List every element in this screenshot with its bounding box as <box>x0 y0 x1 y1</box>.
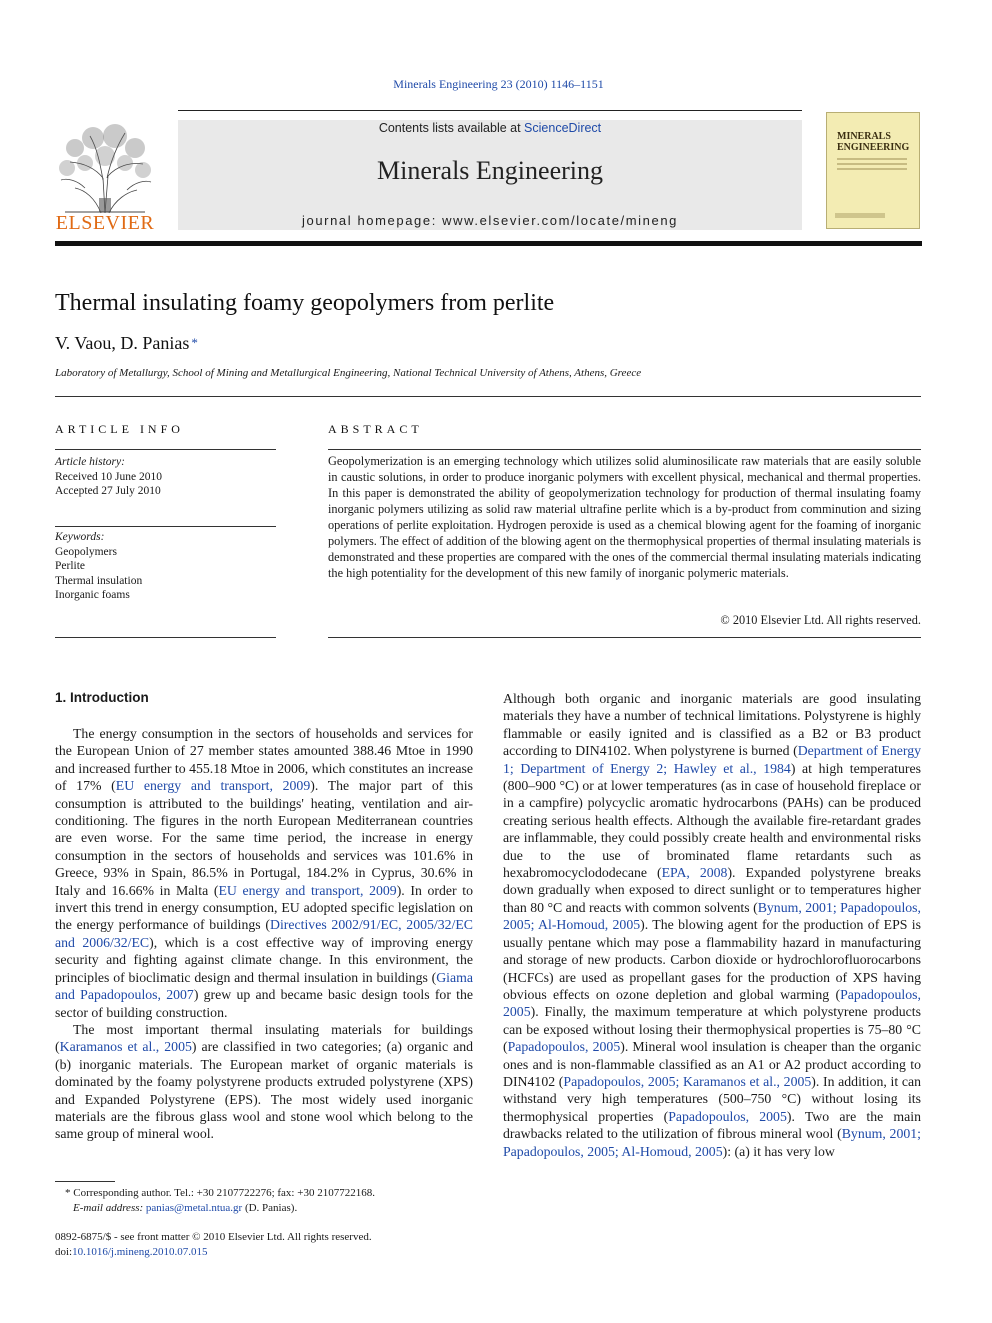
sciencedirect-link[interactable]: ScienceDirect <box>524 121 602 135</box>
cover-title: MINERALS ENGINEERING <box>837 131 910 153</box>
body-column-left <box>55 725 473 1143</box>
intro-paragraph-2 <box>55 1021 473 1143</box>
accepted-date: Accepted 27 July 2010 <box>55 485 161 497</box>
email-suffix: (D. Panias). <box>242 1201 298 1214</box>
corresponding-author-note: * Corresponding author. Tel.: +30 2107722276; fax: +30 2107722168. <box>65 1187 375 1199</box>
authors <box>55 333 198 354</box>
keyword-item: Thermal insulation <box>55 574 143 587</box>
abstract-rule-bottom <box>328 637 921 638</box>
body-text: ). Finally, the maximum temperature at which polystyrene products can be exposed without losing their thermophysical properties is 75–80 °C ( <box>503 1004 921 1055</box>
footnote <box>55 1186 473 1215</box>
intro-paragraph-3 <box>503 690 921 1160</box>
doi-prefix: doi: <box>55 1245 73 1258</box>
header-top-rule <box>178 110 802 111</box>
cover-text-lines <box>837 158 907 173</box>
body-text: ). Mineral wool insulation is cheaper than the organic ones and is non-flammable classified as an A1 or A2 product according to DIN4102 ( <box>503 1039 921 1089</box>
body-text: ) at high temperatures (800–900 °C) or at lower temperatures (as in case of household fireplace or in a campfire) polycyclic aromatic hydrocarbons (PAHs) can be produced creating serious health effects. Although the available fire-retardant grades are inflammable, they could possibly create health and environmental risks due to the use of brominated flame retardants such as hexabromocyclododecane ( <box>503 760 921 881</box>
body-text: ): (a) it has very low <box>722 1143 835 1159</box>
citation-link[interactable]: Directives 2002/91/EC, 2005/32/EC and 2006/32/EC <box>55 917 473 950</box>
keywords-label: Keywords: <box>55 531 105 543</box>
history-label: Article history: <box>55 456 125 468</box>
citation-link[interactable]: Papadopoulos, 2005 <box>503 986 921 1020</box>
body-text: ). The major part of this consumption is attributed to the buildings' heating, ventilation and air-conditioning. The figures in the north European Mediterranean countries are even worse. For the same time period, the increase in energy consumption in the sectors of households and services was 101.6% in Greece, 93% in Spain, 86.5% in Portugal, 184.2% in Cyprus, 30.6% in Italy and 16.66% in Malta ( <box>55 778 473 898</box>
keyword-item: Perlite <box>55 560 86 572</box>
body-text: ). In order to invert this trend in energy consumption, EU adopted specific legislation on the energy performance of buildings ( <box>55 882 473 933</box>
keywords <box>55 530 142 603</box>
citation-link[interactable]: EPA, 2008 <box>661 865 728 881</box>
article-history <box>55 455 162 499</box>
corresponding-author-marker[interactable]: * <box>191 335 198 350</box>
citation-link[interactable]: Department of Energy 1; Department of Energy 2; Hawley et al., 1984 <box>503 743 921 776</box>
body-text: ) grew up and became basic design tools for the sector of building construction. <box>55 987 473 1020</box>
body-text: ) are classified in two categories; (a) organic and (b) inorganic materials. The European market of organic materials is dominated by the foamy polystyrene products extruded polystyrene (XPS) and Expanded Polystyrene (EPS). The most widely used inorganic materials are the fibrous glass wool and stone wool which belong to the same group of mineral wool. <box>55 1039 473 1142</box>
footnote-rule <box>55 1181 115 1182</box>
abstract-heading: ABSTRACT <box>328 422 423 436</box>
contents-prefix: Contents lists available at <box>378 121 525 135</box>
citation-link[interactable]: Papadopoulos, 2005; Karamanos et al., 2005 <box>563 1073 812 1089</box>
citation-link[interactable]: EU energy and transport, 2009 <box>115 778 311 794</box>
body-text: The energy consumption in the sectors of households and services for the European Union of 27 member states amounted 388.46 Mtoe in 1990 and increased further to 455.18 Mtoe in 2006, which constitutes an increase of 17% ( <box>55 726 474 794</box>
doi-link[interactable]: 10.1016/j.mineng.2010.07.015 <box>72 1245 208 1258</box>
author-names: V. Vaou, D. Panias <box>55 333 190 353</box>
citation-link[interactable]: Karamanos et al., 2005 <box>59 1039 192 1055</box>
citation-link[interactable]: Bynum, 2001; Papadopoulos, 2005; Al-Homoud, 2005 <box>503 899 921 933</box>
issn-line: 0892-6875/$ - see front matter © 2010 Elsevier Ltd. All rights reserved. <box>55 1231 372 1243</box>
article-info-rule-top <box>55 449 276 450</box>
introduction-heading: 1. Introduction <box>55 690 149 705</box>
journal-homepage[interactable]: journal homepage: www.elsevier.com/locate/mineng <box>302 213 678 228</box>
article-info-rule-mid <box>55 526 276 527</box>
doi-line <box>55 1245 473 1260</box>
elsevier-wordmark: ELSEVIER <box>55 212 155 234</box>
citation-link[interactable]: Papadopoulos, 2005 <box>507 1039 621 1055</box>
body-text: ). Expanded polystyrene breaks down gradually when exposed to direct sunlight or to temperatures higher than 80 °C and reacts with common solvents ( <box>503 865 922 915</box>
citation-link[interactable]: Giama and Papadopoulos, 2007 <box>55 969 473 1003</box>
intro-paragraph-1 <box>55 725 473 1021</box>
keyword-item: Inorganic foams <box>55 589 130 601</box>
front-matter <box>55 1230 473 1259</box>
abstract-text: Geopolymerization is an emerging technology which utilizes solid aluminosilicate raw materials that are easily soluble in caustic solutions, in order to produce inorganic polymers with excellent physical, mechanical and thermal properties. In this paper is demonstrated the ability of geopolymerization technology for production of thermal insulating foamy inorganic polymers utilizing as solid raw material ultrafine perlite which is a by-product from comminution and sizing operations of perlite exploitation. Hydrogen peroxide is used as a chemical blowing agent for the foaming of inorganic polymers. The effect of addition of the blowing agent on the thermophysical properties of thermal insulating materials is demonstrated and these properties are compared with the ones of the commercial thermal insulating materials indicating the high potentiality for the development of this new family of inorganic polymeric materials. <box>328 454 921 580</box>
header-thick-rule <box>55 241 922 246</box>
affiliation: Laboratory of Metallurgy, School of Mining and Metallurgical Engineering, National Technical University of Athens, Athens, Greece <box>55 367 642 379</box>
body-text: ). The blowing agent for the production of EPS is usually pentane which may pose a flammability hazard in manufacturing and storage of new products. Carbon dioxide or hydrochlorofluorocarbons (HCFCs) are used as propellant gases for the production of XPS having obvious effects on ozone depletion and global warming ( <box>503 917 922 1002</box>
body-text: The most important thermal insulating materials for buildings ( <box>55 1021 473 1055</box>
journal-title: Minerals Engineering <box>377 156 603 185</box>
journal-cover-thumbnail[interactable] <box>826 112 920 229</box>
body-text: ), which is a cost effective way of improving energy security and fighting against climate change. In this environment, the principles of bioclimatic design and thermal insulation in buildings ( <box>55 934 473 985</box>
citation-link[interactable]: Bynum, 2001; Papadopoulos, 2005; Al-Homoud, 2005 <box>503 1126 921 1159</box>
cover-footer-mark <box>835 213 885 218</box>
citation-link[interactable]: Papadopoulos, 2005 <box>668 1108 787 1124</box>
article-info-heading: ARTICLE INFO <box>55 422 184 436</box>
contents-line <box>178 121 802 135</box>
body-text: Although both organic and inorganic materials are good insulating materials they have a number of technical limitations. Polystyrene is highly flammable or easily ignited and is classified as a B2 or B3 product according to DIN4102. When polystyrene is burned ( <box>503 691 921 759</box>
affiliation-rule <box>55 396 921 397</box>
abstract-rule-top <box>328 449 921 450</box>
journal-reference[interactable] <box>0 77 992 92</box>
body-text: ). Two are the main drawbacks related to the utilization of fibrous mineral wool ( <box>503 1108 922 1142</box>
article-title: Thermal insulating foamy geopolymers from perlite <box>55 290 555 316</box>
received-date: Received 10 June 2010 <box>55 470 162 483</box>
citation-link[interactable]: EU energy and transport, 2009 <box>218 882 397 898</box>
email-note <box>55 1201 473 1216</box>
email-label: E-mail address: <box>73 1201 144 1214</box>
abstract-copyright: © 2010 Elsevier Ltd. All rights reserved. <box>720 613 921 627</box>
article-info-rule-bottom <box>55 637 276 638</box>
journal-reference-text[interactable]: Minerals Engineering 23 (2010) 1146–1151 <box>393 77 604 91</box>
keyword-item: Geopolymers <box>55 545 117 558</box>
body-column-right <box>503 690 921 1160</box>
email-link[interactable]: panias@metal.ntua.gr <box>145 1201 243 1214</box>
body-text: ). In addition, it can withstand very high temperatures (500–750 °C) without losing its thermophysical properties ( <box>503 1073 921 1124</box>
